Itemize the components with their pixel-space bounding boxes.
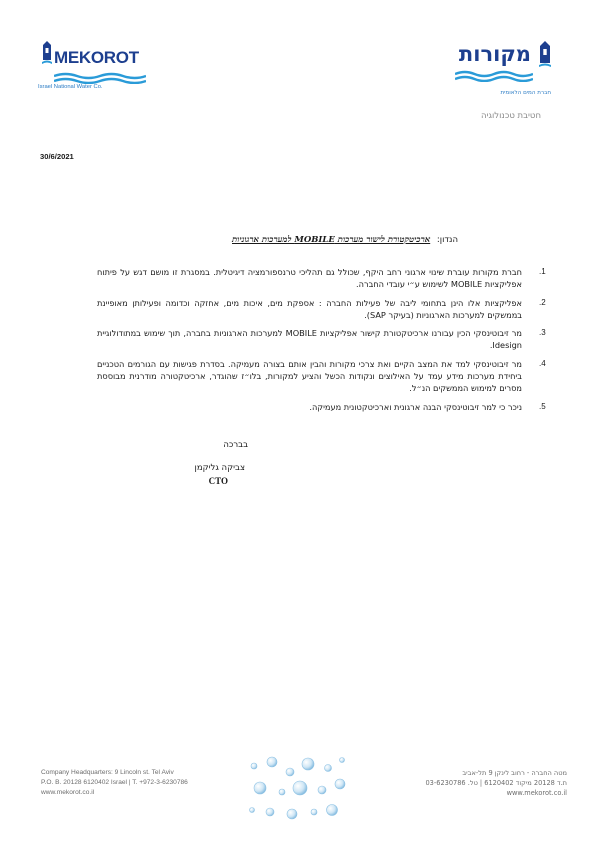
brand-name-english: MEKOROT (54, 48, 139, 67)
numbered-list (97, 266, 557, 419)
signer-name: צביקה גליקמן (194, 463, 245, 473)
brand-name-hebrew: מקורות (458, 42, 531, 66)
list-item-text: ניכר כי למר זיבוטינסקי הבנה ארגונית וארכיטקטונית מעמיקה. (309, 401, 522, 412)
list-item-text: אפליקציות אלו הינן בתחומי ליבה של פעילות החברה : אספקת מים, איכות מים, אחזקה וכדומה ופעילותן מאופיינת בממשקים למערכות הארגוניות (בעיקר SAP). (97, 297, 522, 320)
footer-address-line: Company Headquarters: 9 Lincoln st. Tel Aviv (41, 769, 174, 776)
closing-greeting: בברכה (223, 440, 248, 450)
list-item-text: מר זיבוטינסקי למד את המצב הקיים ואת צרכי מקורות והבין אותם בצורה מעמיקה. בסדרת פגישות עם הגורמים הטכניים ביחידת מערכות מידע עמד על האילוצים ונקודות הכשל והציע למקורות, בלו״ז שהוגדר, ארכיטקטורה מודרנית מבוססת מסרים למימוש הממשקים הנ״ל. (97, 358, 522, 394)
list-item-text: חברת מקורות עוברת שינוי ארגוני רחב היקף, שכולל גם תהליכי טרנספורמציה דיגיטלית. במסגרת זו מושם דגש על פיתוח אפליקציות MOBILE לשימוש ע״י עובדי החברה. (97, 267, 522, 290)
list-item-number: 3. (539, 328, 546, 338)
footer-website: www.mekorot.co.il (41, 789, 95, 796)
footer-contact-line: P.O. B. 20128 6120402 Israel | T. +972-3-6230786 (41, 779, 188, 786)
signer-title: CTO (208, 476, 228, 486)
footer-address-line: מטה החברה - רחוב לינקן 9 תל-אביב (462, 769, 567, 777)
division-name: חטיבת טכנולוגיה (481, 111, 541, 121)
brand-subtitle-hebrew: חברת המים הלאומית (500, 90, 551, 96)
list-item (97, 327, 557, 352)
footer-address-english (41, 768, 221, 798)
list-item-number: 1. (539, 267, 546, 276)
list-item (97, 358, 557, 395)
list-item-number: 2. (539, 297, 546, 307)
list-item-text: מר זיבוטינסקי הכין עבורנו ארכיטקטורת קישור אפליקציות MOBILE למערכות הארגוניות בחברה, תוך שימוש במתודולוגיית Idesign. (97, 328, 522, 351)
letter-subject (232, 234, 458, 245)
mekorot-logo-hebrew (445, 36, 555, 98)
subject-text: ארכיטקטורת לישור מערכות MOBILE למערכות ארגוניות (232, 235, 431, 245)
footer-website: www.mekorot.co.il (506, 789, 567, 797)
footer-address-hebrew (407, 768, 567, 798)
water-drops-decoration (246, 754, 350, 824)
list-item-number: 5. (539, 401, 546, 411)
brand-subtitle-english: Israel National Water Co. (38, 84, 103, 90)
waves-icon (455, 70, 533, 82)
list-item (97, 401, 557, 413)
water-tower-icon (537, 40, 553, 72)
waves-icon (54, 72, 146, 84)
list-item (97, 297, 557, 322)
water-tower-icon (40, 40, 54, 68)
list-item (97, 266, 557, 291)
footer-contact-line: ת.ד 20128 מיקוד 6120402 | טל. 03-6230786 (425, 779, 567, 787)
subject-label: הנדון: (436, 235, 458, 245)
list-item-number: 4. (539, 358, 546, 368)
letter-date: 30/6/2021 (40, 152, 74, 161)
